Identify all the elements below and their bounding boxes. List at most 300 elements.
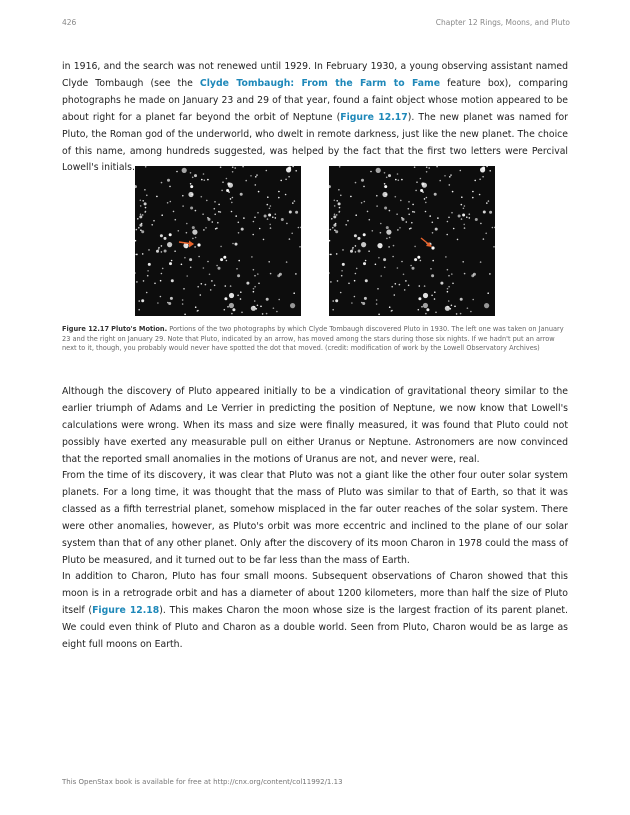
star	[145, 166, 147, 168]
star	[364, 297, 367, 300]
star	[286, 261, 288, 263]
star	[256, 308, 258, 310]
star	[204, 179, 206, 181]
star	[397, 267, 399, 269]
star	[384, 267, 386, 269]
star	[449, 184, 451, 186]
star	[334, 205, 336, 207]
star	[334, 214, 336, 216]
star	[470, 311, 472, 313]
star	[190, 267, 192, 269]
star	[489, 273, 491, 275]
star	[289, 211, 292, 214]
star	[332, 309, 334, 311]
star	[293, 292, 295, 294]
star	[492, 227, 494, 229]
star	[389, 306, 391, 308]
star	[235, 243, 238, 246]
star	[214, 201, 216, 203]
star	[299, 246, 301, 248]
star	[160, 296, 162, 298]
star	[147, 275, 149, 277]
star	[420, 189, 423, 192]
star	[479, 194, 481, 196]
caption-text: Portions of the two photographs by which Clyde Tombaugh discovered Pluto in 1930. The left one was taken on January 23 and the right on January 29. Note that Pluto, indicated by an arrow, has moved among the stars during those six nights. If we hadn't put an arrow next to it, though, you probably would never have spotted the dot that moved. (credit: modification of work by the Lowell Observatory Archives)	[62, 325, 564, 353]
star	[380, 244, 382, 246]
star	[225, 285, 227, 287]
star	[209, 274, 211, 276]
star	[138, 309, 140, 311]
star	[361, 242, 366, 247]
star	[246, 282, 249, 285]
star	[464, 227, 466, 229]
star	[487, 292, 489, 294]
star	[268, 214, 271, 217]
star	[440, 282, 443, 285]
star	[181, 264, 183, 266]
star	[222, 181, 224, 183]
star	[417, 256, 420, 259]
paragraph-lowell: Although the discovery of Pluto appeared initially to be a vindication of gravitational theory similar to the earlier triumph of Adams and Le Verrier in predicting the position of Neptune, we now know that Lowell's calculations were wrong. When its mass and size were finally measured, it was found that Pluto could not possibly have exerted any measurable pull on either Uranus or Neptune. Astronomers are now convinced that the reported small anomalies in the motions of Uranus are not, and never were, real.	[62, 386, 568, 465]
star	[335, 230, 338, 233]
star	[267, 218, 269, 220]
star	[355, 273, 357, 275]
star	[354, 234, 357, 237]
star	[245, 180, 247, 182]
star	[429, 215, 431, 217]
star	[237, 295, 239, 297]
star	[270, 205, 272, 207]
star	[227, 306, 229, 308]
star	[410, 265, 412, 267]
star	[338, 202, 341, 205]
star	[401, 261, 403, 263]
star	[352, 247, 354, 249]
star	[164, 250, 167, 253]
star	[340, 195, 342, 197]
star	[138, 227, 140, 229]
star	[277, 274, 280, 277]
star	[448, 286, 450, 288]
star	[135, 272, 136, 274]
star	[291, 233, 293, 235]
star	[486, 166, 488, 167]
star	[197, 286, 199, 288]
star	[140, 205, 142, 207]
star	[189, 258, 192, 261]
star	[335, 299, 338, 302]
star	[266, 313, 268, 315]
star	[403, 274, 405, 276]
star	[447, 221, 449, 223]
star	[240, 193, 243, 196]
star	[178, 230, 180, 232]
star	[408, 285, 410, 287]
star	[395, 283, 397, 285]
star	[229, 303, 234, 308]
star	[356, 268, 358, 270]
star	[338, 211, 340, 213]
star	[161, 273, 163, 275]
star	[397, 229, 399, 231]
star	[383, 258, 386, 261]
star	[140, 229, 142, 231]
star	[273, 307, 275, 309]
star	[361, 179, 364, 182]
star	[462, 214, 465, 217]
star	[182, 205, 184, 207]
star	[445, 256, 447, 258]
star	[226, 178, 228, 180]
star	[451, 212, 453, 214]
pluto-photo-january-29	[329, 166, 495, 316]
star	[214, 285, 216, 287]
star	[448, 217, 450, 219]
star	[136, 229, 138, 231]
star	[201, 283, 203, 285]
star	[168, 302, 171, 305]
star	[144, 211, 146, 213]
star	[414, 258, 417, 261]
star	[224, 309, 226, 311]
star	[230, 285, 232, 287]
star	[241, 312, 243, 314]
star	[336, 200, 338, 202]
star	[329, 240, 330, 242]
star	[428, 167, 430, 169]
star	[203, 267, 205, 269]
star	[220, 211, 222, 213]
star	[148, 249, 150, 251]
star	[435, 312, 437, 314]
star	[376, 205, 378, 207]
star	[446, 234, 448, 236]
star	[389, 237, 391, 239]
star	[190, 207, 193, 210]
star	[242, 166, 244, 167]
star	[350, 250, 353, 253]
star	[461, 204, 463, 206]
star	[472, 197, 474, 199]
star	[389, 210, 391, 212]
star	[161, 251, 163, 253]
star	[464, 205, 466, 207]
star	[201, 179, 203, 181]
star	[170, 201, 172, 203]
star	[471, 274, 474, 277]
star	[232, 166, 234, 168]
star	[386, 238, 388, 240]
star	[220, 246, 222, 248]
star	[457, 239, 459, 241]
star	[186, 223, 188, 225]
star	[257, 305, 259, 307]
star	[447, 288, 449, 290]
star	[243, 217, 245, 219]
star	[451, 305, 453, 307]
star	[406, 221, 408, 223]
star	[207, 217, 209, 219]
star	[190, 172, 192, 174]
star	[288, 167, 291, 170]
star	[290, 303, 295, 308]
starfield-image	[135, 166, 301, 316]
star	[182, 299, 184, 301]
star	[238, 222, 240, 224]
star	[292, 202, 294, 204]
star	[350, 196, 352, 198]
star	[439, 180, 441, 182]
figure-12-18-link[interactable]: Figure 12.18	[92, 604, 160, 616]
star	[171, 279, 174, 282]
star	[352, 248, 354, 250]
star	[369, 219, 371, 221]
star	[220, 258, 223, 261]
star	[214, 208, 216, 210]
star	[414, 166, 416, 168]
star	[192, 230, 197, 235]
star	[194, 174, 197, 177]
star	[386, 230, 391, 235]
star	[355, 182, 357, 184]
star	[238, 260, 240, 262]
star	[162, 268, 164, 270]
figure-caption	[62, 325, 568, 354]
star	[298, 227, 300, 229]
star	[141, 299, 144, 302]
star	[269, 208, 271, 210]
star	[229, 293, 234, 298]
star	[437, 217, 439, 219]
star	[386, 177, 388, 179]
star	[420, 260, 422, 262]
star	[267, 196, 269, 198]
star	[158, 248, 160, 250]
star	[195, 237, 197, 239]
star	[272, 216, 274, 218]
star	[146, 195, 148, 197]
star	[161, 245, 163, 247]
star	[202, 213, 204, 215]
star	[412, 267, 415, 270]
star	[475, 218, 478, 221]
star	[207, 261, 209, 263]
star	[348, 283, 350, 285]
star	[460, 298, 463, 301]
star	[472, 299, 474, 301]
star	[408, 201, 410, 203]
star	[160, 280, 162, 282]
star	[345, 224, 347, 226]
star	[258, 191, 260, 193]
star	[418, 297, 421, 300]
star	[164, 237, 167, 240]
star	[140, 214, 142, 216]
star	[286, 223, 288, 225]
star	[142, 253, 144, 255]
star	[334, 229, 336, 231]
star	[418, 309, 420, 311]
star	[412, 211, 414, 213]
paragraph-discovery	[62, 59, 568, 177]
star	[226, 189, 229, 192]
star	[330, 281, 332, 283]
star	[255, 176, 257, 178]
star	[275, 213, 277, 215]
star	[254, 286, 256, 288]
star	[253, 288, 255, 290]
star	[333, 215, 336, 218]
star	[451, 273, 453, 275]
star	[414, 211, 416, 213]
star	[158, 247, 160, 249]
star	[176, 171, 178, 173]
star	[254, 300, 256, 302]
star	[372, 230, 374, 232]
star	[405, 280, 407, 282]
star	[278, 299, 280, 301]
star	[448, 275, 450, 277]
star	[384, 172, 386, 174]
star	[157, 302, 159, 304]
star	[295, 211, 298, 214]
star	[337, 280, 339, 282]
star	[144, 202, 147, 205]
star	[444, 175, 446, 177]
paragraph-charon	[62, 569, 568, 654]
star	[228, 183, 233, 188]
star	[486, 202, 488, 204]
star	[367, 211, 369, 213]
star	[460, 170, 462, 172]
star	[466, 216, 468, 218]
star	[153, 220, 155, 222]
star	[341, 270, 343, 272]
star	[426, 308, 429, 311]
star	[412, 204, 414, 206]
star	[268, 261, 270, 263]
star	[144, 189, 146, 191]
figure-12-17-link[interactable]: Figure 12.17	[340, 111, 408, 123]
feature-box-link[interactable]: Clyde Tombaugh: From the Farm to Fame	[199, 77, 441, 89]
star	[270, 227, 272, 229]
star	[355, 251, 357, 253]
figure-title: Pluto's Motion.	[111, 325, 168, 333]
star	[263, 239, 265, 241]
star	[330, 254, 332, 256]
star	[262, 313, 264, 315]
star	[419, 285, 421, 287]
star	[136, 254, 138, 256]
star	[140, 200, 142, 202]
star	[386, 226, 389, 229]
star	[399, 284, 401, 286]
star	[447, 269, 449, 271]
star	[253, 291, 255, 293]
star	[426, 166, 428, 168]
star	[454, 306, 456, 308]
star	[215, 228, 217, 230]
star	[137, 218, 139, 220]
star	[460, 313, 462, 315]
star	[238, 232, 240, 234]
star	[430, 268, 432, 270]
star	[480, 261, 482, 263]
star	[391, 286, 393, 288]
star	[142, 214, 144, 216]
star	[300, 227, 301, 229]
star	[380, 223, 382, 225]
star	[220, 166, 222, 168]
star	[365, 260, 367, 262]
star	[447, 291, 449, 293]
star	[231, 202, 233, 204]
star	[214, 214, 216, 216]
paragraph-text: ). The new planet was named for Pluto, the Roman god of the underworld, who dwelt in remote darkness, just like the new planet. The choice of this name, among hundreds suggested, was helped by the fact that the first two letters were Percival Lowell's initials.	[62, 111, 568, 174]
star	[365, 279, 368, 282]
star	[361, 202, 363, 204]
star	[292, 166, 294, 167]
star	[378, 257, 380, 259]
star	[401, 217, 403, 219]
star	[452, 191, 454, 193]
star	[260, 306, 262, 308]
star	[257, 212, 259, 214]
star	[432, 232, 434, 234]
star	[342, 249, 344, 251]
star	[416, 181, 418, 183]
star	[400, 200, 402, 202]
star	[447, 306, 449, 308]
star	[146, 292, 148, 294]
star	[285, 179, 287, 181]
star	[380, 247, 382, 249]
star	[295, 273, 297, 275]
star	[250, 175, 252, 177]
star	[456, 313, 458, 315]
star	[197, 310, 199, 312]
star	[169, 186, 171, 188]
star	[392, 256, 394, 258]
star	[254, 217, 256, 219]
star	[276, 311, 278, 313]
star	[182, 195, 184, 197]
star	[192, 226, 195, 229]
star	[432, 222, 434, 224]
star	[415, 190, 417, 192]
pluto-photo-january-23	[135, 166, 301, 316]
star	[434, 193, 437, 196]
pluto-dot	[197, 243, 200, 246]
star	[289, 238, 291, 240]
star	[375, 264, 377, 266]
star	[232, 308, 235, 311]
star	[218, 211, 220, 213]
star	[425, 313, 427, 315]
star	[395, 196, 397, 198]
star	[479, 179, 481, 181]
star	[363, 233, 366, 236]
star	[156, 196, 158, 198]
star	[135, 240, 136, 242]
star	[469, 217, 471, 219]
star	[347, 220, 349, 222]
star	[186, 275, 188, 277]
star	[232, 243, 234, 245]
star	[161, 182, 163, 184]
star	[264, 215, 267, 218]
star	[171, 260, 173, 262]
